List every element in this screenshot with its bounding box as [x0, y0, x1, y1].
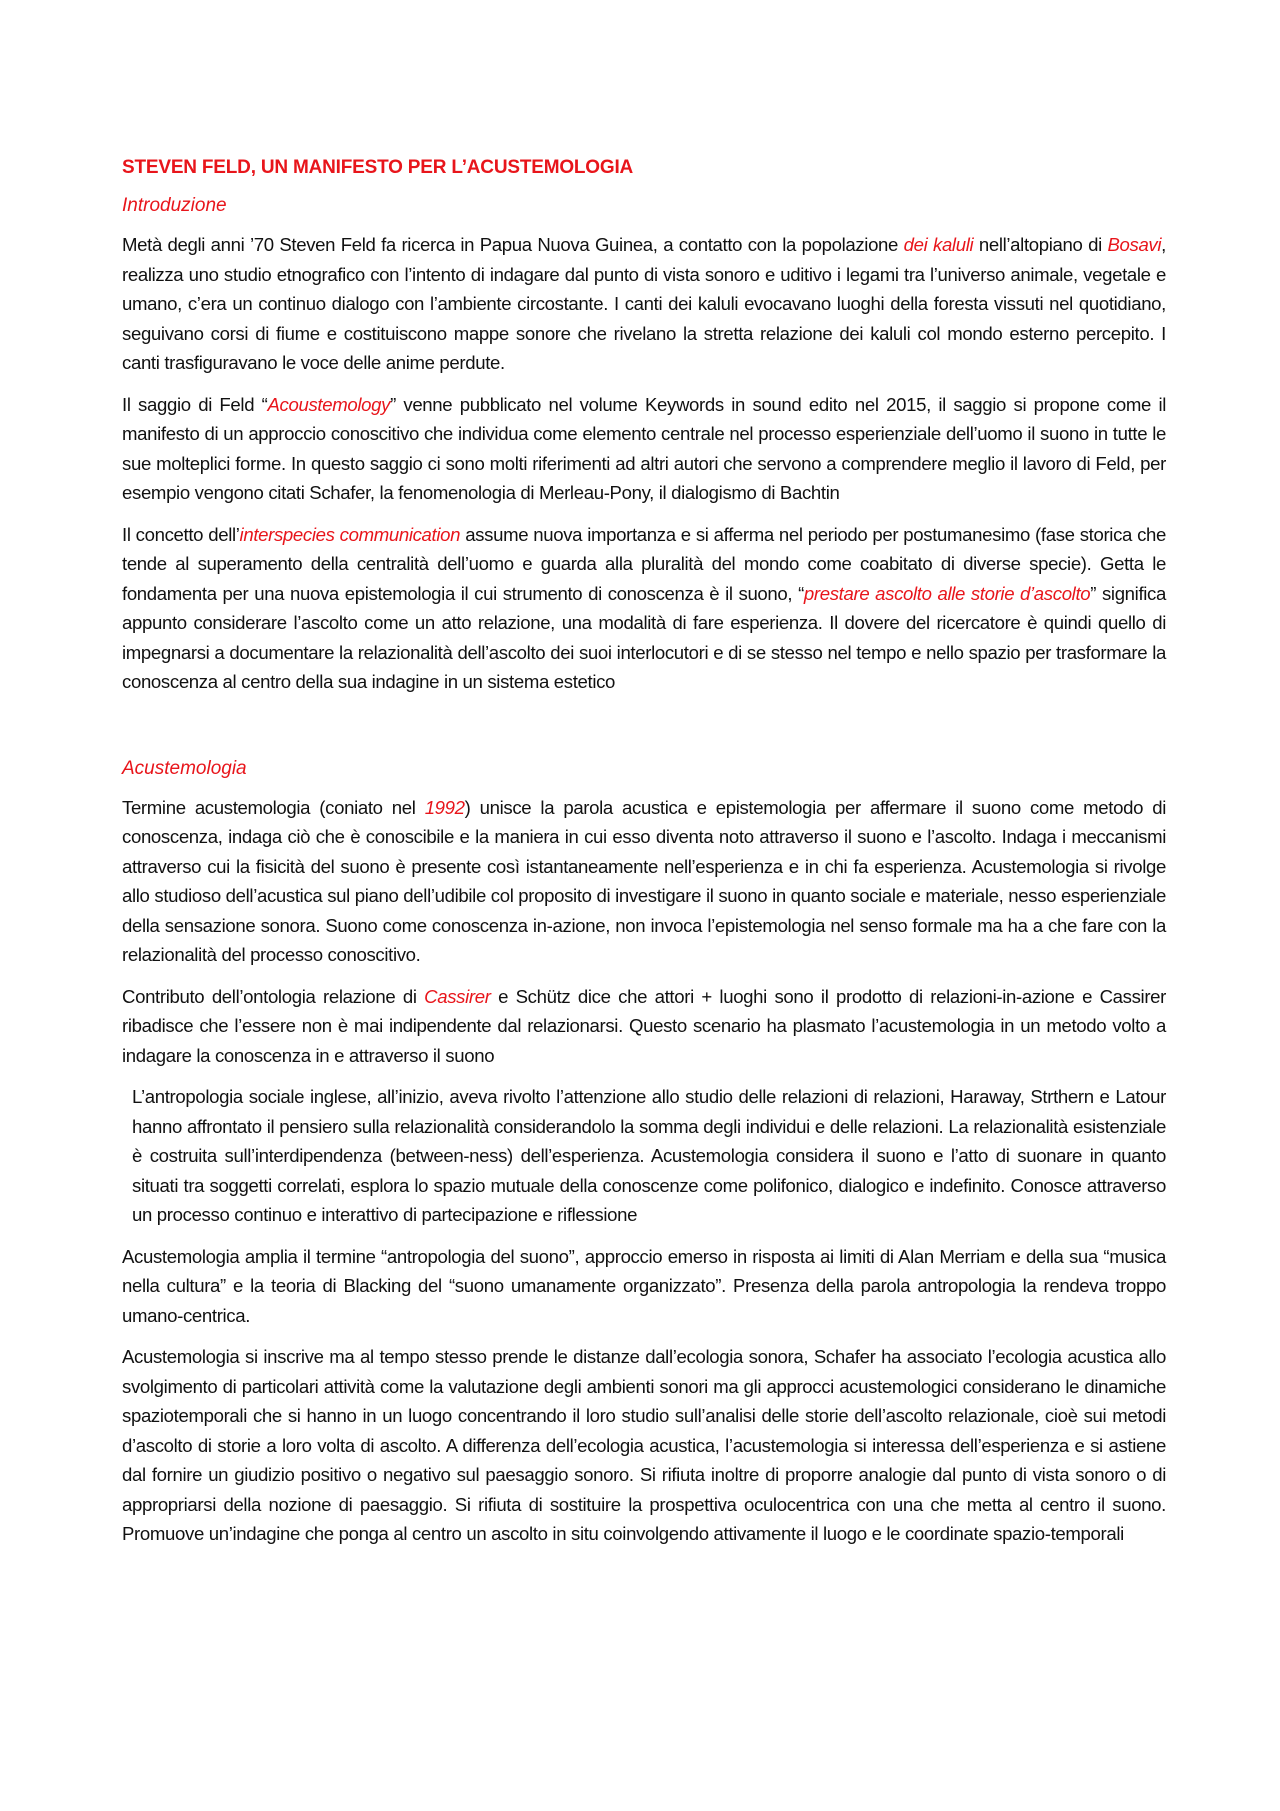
- text-run: Acustemologia si inscrive ma al tempo stesso prende le distanze dall’ecologia sonora, Schafer ha associato l’ecologia acustica allo svolgimento di particolari attività come la valutazione degli ambienti sonori ma gli approcci acustemologici considerano le dinamiche spaziotemporali che si hanno in un luogo concentrando il loro studio sull’analisi delle storie dell’ascolto relazionale, cioè sui metodi d’ascolto di storie a loro volta di ascolto. A differenza dell’ecologia acustica, l’acustemologia si interessa dell’esperienza e si astiene dal fornire un giudizio positivo o negativo sul paesaggio sonoro. Si rifiuta inoltre di proporre analogie dal punto di vista sonoro o di appropriarsi della nozione di paesaggio. Si rifiuta di sostituire la prospettiva oculocentrica con una che metta al centro il suono. Promuove un’indagine che ponga al centro un ascolto in situ coinvolgendo attivamente il luogo e le coordinate spazio-temporali: [122, 1346, 1166, 1544]
- text-run: assume nuova importanza e si afferma nel periodo per postumanesimo (fase storica che tende al superamento della centralità dell’uomo e guarda alla pluralità del mondo come coabitato di diverse specie). Getta le fondamenta per una nuova epistemologia il cui strumento di conoscenza è il suono, “: [122, 523, 1167, 604]
- highlight-acoustemology: Acoustemology: [267, 393, 391, 415]
- text-run: Il saggio di Feld “: [122, 393, 268, 415]
- document-page: [122, 150, 1166, 1561]
- paragraph-acustemologia-2: [122, 982, 1166, 1071]
- paragraph-intro-1: [122, 230, 1166, 378]
- text-run: Acustemologia amplia il termine “antropologia del suono”, approccio emerso in risposta ai limiti di Alan Merriam e della sua “musica nella cultura” e la teoria di Blacking del “suono umanamente organizzato”. Presenza della parola antropologia la rendeva troppo umano-centrica.: [122, 1245, 1166, 1326]
- section-heading-acustemologia: Acustemologia: [122, 757, 247, 779]
- paragraph-acustemologia-5: [122, 1342, 1166, 1549]
- highlight-cassirer: Cassirer: [424, 985, 491, 1007]
- text-run: ) unisce la parola acustica e epistemologia per affermare il suono come metodo di conoscenza, indaga ciò che è conoscibile e la maniera in cui esso diventa noto attraverso il suono e l’ascolto. Indaga i meccanismi attraverso cui la fisicità del suono è presente così istantaneamente nell’esperienza e in chi fa esperienza. Acustemologia si rivolge allo studioso dell’acustica sul piano dell’udibile col proposito di investigare il suono in quanto sociale e materiale, nesso esperienziale della sensazione sonora. Suono come conoscenza in-azione, non invoca l’epistemologia nel senso formale ma ha a che fare con la relazionalità del processo conoscitivo.: [122, 796, 1166, 965]
- paragraph-intro-3: [122, 520, 1166, 697]
- text-run: nell’altopiano di: [973, 234, 1108, 255]
- paragraph-acustemologia-3: [122, 1082, 1166, 1230]
- text-run: ” significa appunto considerare l’ascolto come un atto relazione, una modalità di fare esperienza. Il dovere del ricercatore è quindi quello di impegnarsi a documentare la relazionalità dell’ascolto dei suoi interlocutori e di se stesso nel tempo e nello spazio per trasformare la conoscenza al centro della sua indagine in un sistema estetico: [122, 582, 1166, 692]
- paragraph-acustemologia-1: [122, 793, 1166, 970]
- text-run: ” venne pubblicato nel volume Keywords in sound edito nel 2015, il saggio si propone come il manifesto di un approccio conoscitivo che individua come elemento centrale nel processo esperienziale dell’uomo il suono in tutte le sue molteplici forme. In questo saggio ci sono molti riferimenti ad altri autori che servono a comprendere meglio il lavoro di Feld, per esempio vengono citati Schafer, la fenomenologia di Merleau-Pony, il dialogismo di Bachtin: [122, 393, 1167, 503]
- text-run: e Schütz dice che attori + luoghi sono il prodotto di relazioni-in-azione e Cassirer ribadisce che l’essere non è mai indipendente dal relazionarsi. Questo scenario ha plasmato l’acustemologia in un metodo volto a indagare la conoscenza in e attraverso il suono: [122, 985, 1167, 1066]
- highlight-dei-kaluli: dei kaluli: [903, 234, 974, 255]
- highlight-bosavi: Bosavi: [1107, 234, 1162, 255]
- text-run: L’antropologia sociale inglese, all’inizio, aveva rivolto l’attenzione allo studio delle relazioni di relazioni, Haraway, Strthern e Latour hanno affrontato il pensiero sulla relazionalità considerandolo la somma degli individui e delle relazioni. La relazionalità esistenziale è costruita sull’interdipendenza (between-ness) dell’esperienza. Acustemologia considera il suono e l’atto di suonare in quanto situati tra soggetti correlati, esplora lo spazio mutuale della conoscenze come polifonico, dialogico e indefinito. Conosce attraverso un processo continuo e interattivo di partecipazione e riflessione: [132, 1086, 1166, 1225]
- highlight-prestare-ascolto: prestare ascolto alle storie d’ascolto: [803, 582, 1091, 604]
- text-run: Contributo dell’ontologia relazione di: [122, 985, 425, 1007]
- text-run: Metà degli anni ’70 Steven Feld fa ricerca in Papua Nuova Guinea, a contatto con la popolazione: [122, 234, 904, 255]
- highlight-1992: 1992: [424, 796, 465, 818]
- text-run: Termine acustemologia (coniato nel: [122, 796, 425, 818]
- highlight-interspecies-communication: interspecies communication: [239, 523, 461, 545]
- text-run: , realizza uno studio etnografico con l’intento di indagare dal punto di vista sonoro e uditivo i legami tra l’universo animale, vegetale e umano, c’era un continuo dialogo con l’ambiente circostante. I canti dei kaluli evocavano luoghi della foresta vissuti nel quotidiano, seguivano corsi di fiume e costituiscono mappe sonore che rivelano la stretta relazione dei kaluli col mondo esterno percepito. I canti trasfiguravano le voce delle anime perdute.: [122, 234, 1166, 373]
- section-heading-introduzione: Introduzione: [122, 195, 227, 216]
- paragraph-acustemologia-4: [122, 1242, 1166, 1331]
- text-run: Il concetto dell’: [122, 523, 240, 545]
- document-title: STEVEN FELD, UN MANIFESTO PER L’ACUSTEMOLOGIA: [122, 157, 634, 178]
- paragraph-intro-2: [122, 390, 1166, 508]
